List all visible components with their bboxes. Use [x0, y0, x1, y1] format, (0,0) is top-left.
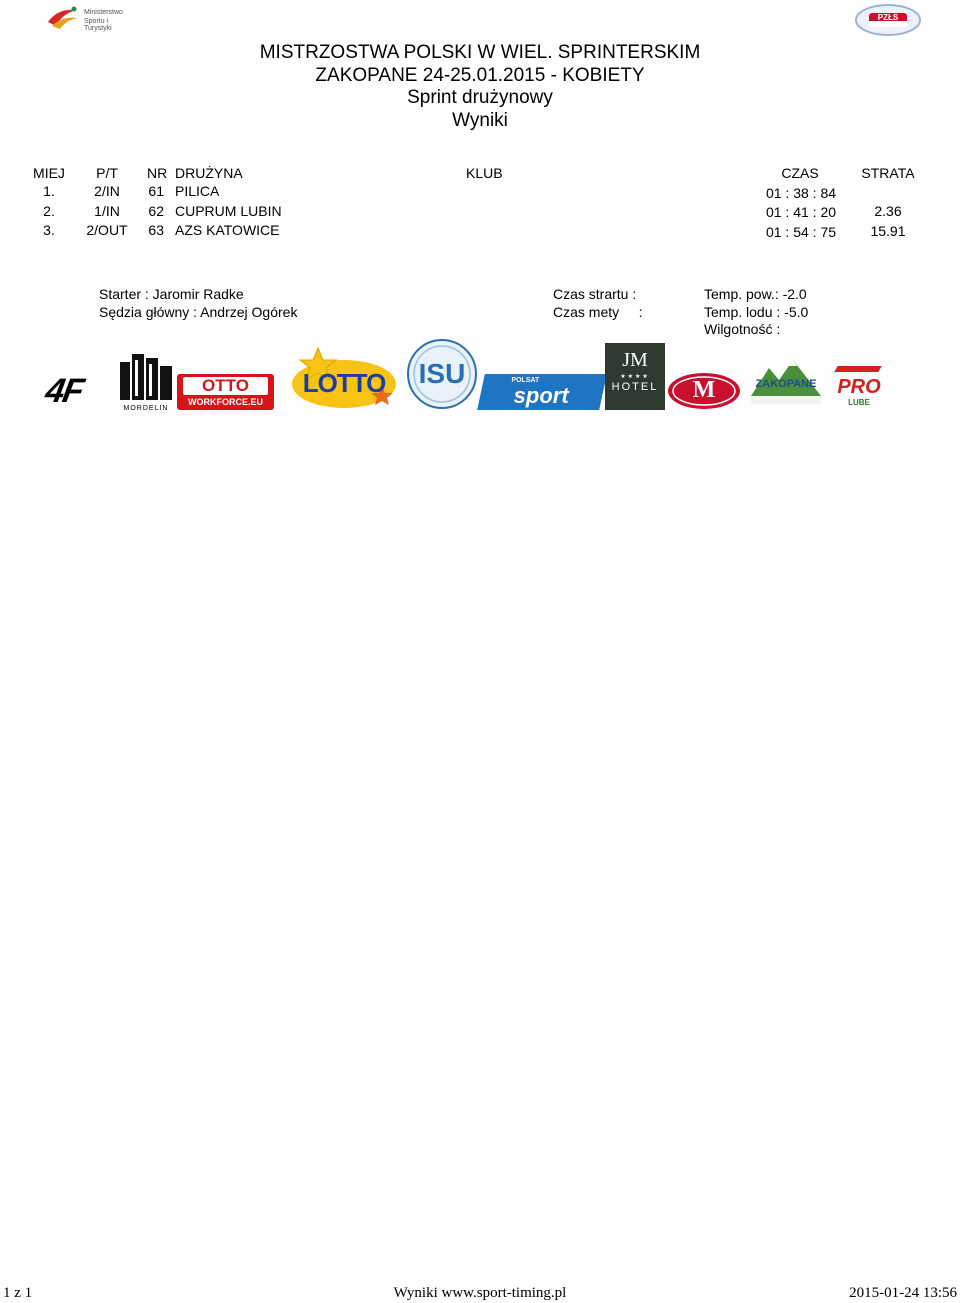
- row-nr: 61: [148, 183, 164, 199]
- hotel-stars-icon: ★★★★: [620, 374, 650, 380]
- title-venue-date: ZAKOPANE 24-25.01.2015 - KOBIETY: [315, 64, 645, 86]
- column-header-place: MIEJ: [33, 165, 65, 181]
- row-team: CUPRUM LUBIN: [175, 203, 282, 219]
- title-championship: MISTRZOSTWA POLSKI W WIEL. SPRINTERSKIM: [259, 42, 701, 63]
- sponsor-zakopane-logo: [749, 356, 823, 406]
- chief-judge-label: Sędzia główny : Andrzej Ogórek: [99, 304, 298, 320]
- sponsor-pro-lube-logo: [826, 362, 892, 410]
- row-place: 3.: [43, 222, 55, 238]
- column-header-pt: P/T: [96, 165, 118, 181]
- starter-label: Starter : Jaromir Radke: [99, 286, 244, 302]
- row-nr: 63: [148, 222, 164, 238]
- pzls-logo: [855, 4, 921, 36]
- ministry-logo: [46, 4, 136, 30]
- sponsor-4f-logo: [42, 372, 110, 410]
- results-title: [0, 42, 960, 132]
- row-time: 01 : 41 : 20: [765, 204, 837, 220]
- row-place: 2.: [43, 203, 55, 219]
- column-header-loss: STRATA: [861, 165, 915, 181]
- sponsor-otto-subtext: WORKFORCE.EU: [188, 397, 263, 407]
- sponsor-polsat-text: sport: [513, 383, 569, 408]
- sponsor-jm-text: JM: [622, 349, 648, 371]
- humidity: Wilgotność :: [704, 321, 781, 337]
- footer-source: Wyniki www.sport-timing.pl: [393, 1285, 567, 1301]
- row-time: 01 : 38 : 84: [765, 185, 837, 201]
- title-event: Sprint drużynowy: [407, 87, 553, 108]
- ice-temperature: Temp. lodu : -5.0: [704, 304, 809, 320]
- column-header-nr: NR: [147, 165, 168, 181]
- row-loss: 15.91: [870, 223, 906, 239]
- sponsor-mlekovita-text: M: [692, 377, 716, 403]
- row-nr: 62: [148, 203, 164, 219]
- sponsor-otto-logo: [177, 374, 274, 410]
- sponsor-lotto-logo: [290, 346, 398, 410]
- start-time-label: Czas strartu :: [553, 286, 637, 302]
- row-loss: 2.36: [874, 203, 902, 219]
- row-place: 1.: [43, 183, 55, 199]
- column-header-team: DRUŻYNA: [175, 165, 243, 181]
- column-header-time: CZAS: [781, 165, 819, 181]
- row-pt: 1/IN: [94, 203, 120, 219]
- finish-time-label: Czas mety :: [553, 304, 643, 320]
- mordelin-building-icon: [118, 352, 174, 400]
- row-team: AZS KATOWICE: [175, 222, 280, 238]
- sponsor-4f-text: 4F: [42, 372, 86, 410]
- sponsor-zakopane-text: ZAKOPANE: [755, 378, 817, 390]
- sponsor-isu-text: ISU: [418, 358, 466, 389]
- row-pt: 2/OUT: [86, 222, 128, 238]
- air-temperature: Temp. pow.: -2.0: [704, 286, 807, 302]
- ministry-logo-line1: Ministerstwo: [84, 9, 123, 16]
- row-team: PILICA: [175, 183, 220, 199]
- column-header-club: KLUB: [466, 165, 503, 181]
- sponsor-pro-text: PRO: [837, 376, 881, 398]
- ministry-logo-line2: Sportu i Turystyki: [84, 18, 112, 32]
- pzls-logo-text: PZŁS: [877, 13, 899, 22]
- sponsor-polsat-subtext: POLSAT: [511, 377, 540, 384]
- title-results: Wyniki: [452, 109, 508, 131]
- sponsor-mlekovita-logo: [667, 372, 741, 410]
- sponsor-polsat-sport-logo: [477, 374, 607, 410]
- sponsor-jm-subtext: HOTEL: [611, 381, 659, 393]
- page-number: 1 z 1: [3, 1285, 33, 1301]
- footer-timestamp: 2015-01-24 13:56: [849, 1285, 957, 1301]
- sponsor-lube-text: LUBE: [848, 398, 870, 407]
- sponsor-otto-text: OTTO: [183, 377, 268, 395]
- ministry-swoosh-icon: [46, 4, 80, 30]
- sponsor-mordelin-logo: [118, 352, 174, 410]
- sponsor-lotto-text: LOTTO: [302, 368, 386, 398]
- sponsor-isu-logo: [405, 338, 479, 410]
- pro-lube-swoosh-icon: [834, 366, 881, 372]
- sponsor-jm-hotel-logo: [605, 343, 665, 410]
- row-time: 01 : 54 : 75: [765, 224, 837, 240]
- sponsor-mordelin-text: MORDELIN: [123, 405, 169, 412]
- row-pt: 2/IN: [94, 183, 120, 199]
